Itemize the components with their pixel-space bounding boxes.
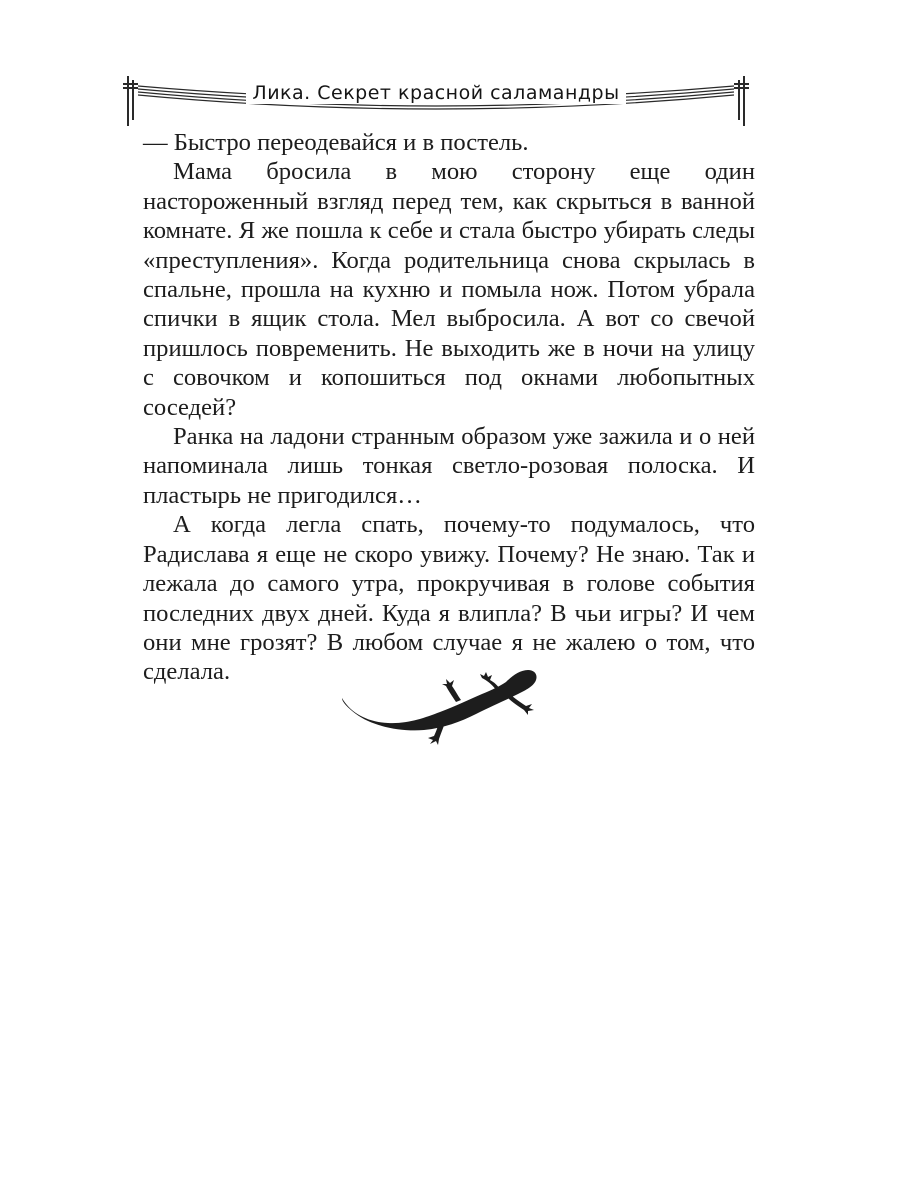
paragraph: А когда легла спать, почему-то подумалось, что Радислава я еще не скоро увижу. Почему? Не знаю. Так и лежала до самого утра, прокручивая в голове события последних двух дней. Куда я влипла? В чьи игры? И чем они мне грозят? В любом случае я не жалею о том, что сделала. <box>143 511 755 686</box>
paragraph: Ранка на ладони странным образом уже зажила и о ней напоминала лишь тонкая светло-розовая полоска. И пластырь не пригодился… <box>143 423 755 509</box>
running-title-text: Лика. Секрет красной саламандры <box>246 82 625 104</box>
page-header <box>118 70 754 132</box>
chapter-text <box>143 128 755 687</box>
salamander-icon <box>336 660 546 750</box>
running-title <box>118 82 754 104</box>
paragraph: Мама бросила в мою сторону еще один настороженный взгляд перед тем, как скрыться в ванной комнате. Я же пошла к себе и стала быстро убирать следы «преступления». Когда родительница снова скрылась в спальне, прошла на кухню и помыла нож. Потом убрала спички в ящик стола. Мел выбросила. А вот со свечой пришлось повременить. Не выходить же в ночи на улицу с совочком и копошиться под окнами любопытных соседей? <box>143 158 755 421</box>
paragraph-dialogue: — Быстро переодевайся и в постель. <box>143 129 529 156</box>
